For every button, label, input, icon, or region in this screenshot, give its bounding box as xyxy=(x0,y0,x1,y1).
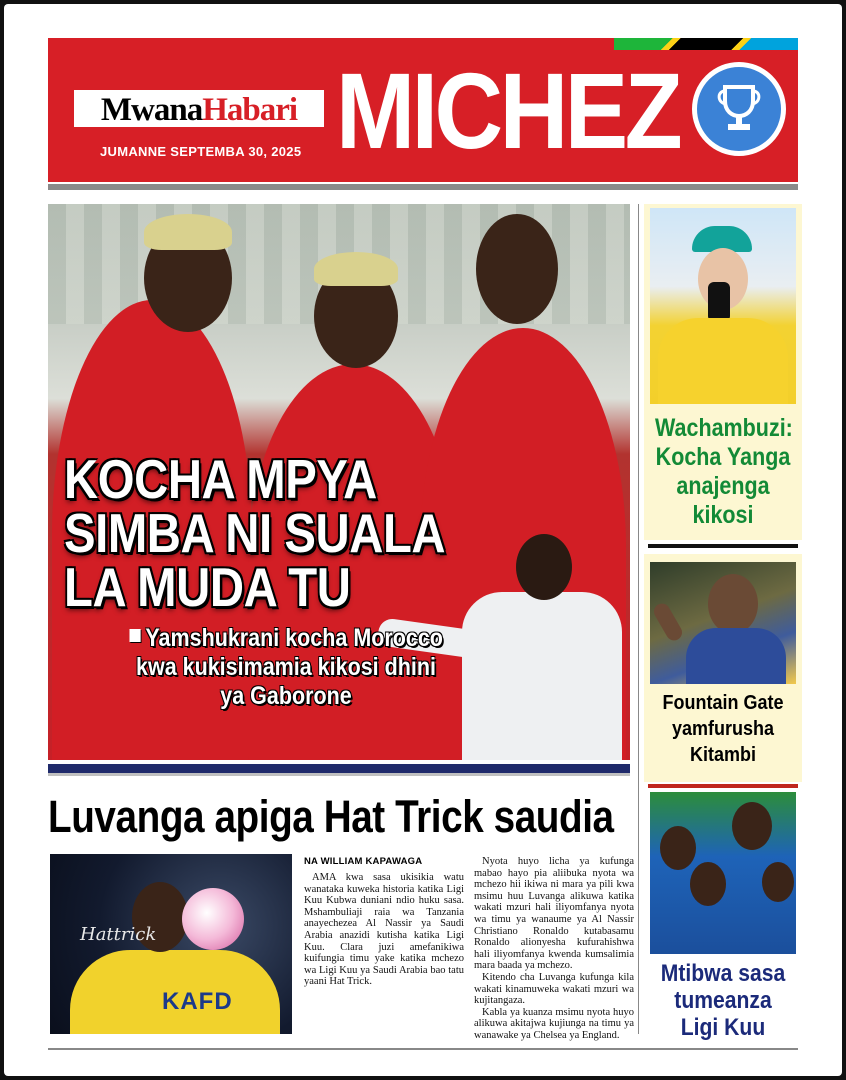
trophy-icon xyxy=(715,83,763,135)
story-byline: NA WILLIAM KAPAWAGA xyxy=(304,856,423,867)
sidebar-title-3: Mtibwa sasa tumeanza Ligi Kuu xyxy=(660,960,786,1041)
masthead-divider xyxy=(48,184,798,190)
story-headline: Luvanga apiga Hat Trick saudia xyxy=(48,791,614,842)
football xyxy=(182,888,244,950)
sidebar xyxy=(644,204,802,1041)
sidebar-divider-1 xyxy=(648,544,798,548)
photo-caption: Hattrick xyxy=(80,924,157,945)
sidebar-divider-2 xyxy=(648,784,798,788)
lead-subheadline-block xyxy=(123,624,450,711)
issue-date: JUMANNE SEPTEMBA 30, 2025 xyxy=(100,144,302,159)
footer-rule xyxy=(48,1048,798,1050)
lead-subheadline: Yamshukrani kocha Morocco kwa kukisimamia kikosi dhini ya Gaborone xyxy=(136,624,443,710)
logo-part1: Mwana xyxy=(100,92,203,128)
sidebar-title-2: Fountain Gate yamfurusha Kitambi xyxy=(662,692,784,766)
lead-headline: KOCHA MPYA SIMBA NI SUALA LA MUDA TU xyxy=(64,448,444,618)
logo-part2: Habari xyxy=(202,92,298,128)
sidebar-story-2 xyxy=(644,554,802,782)
player-hair-center xyxy=(314,252,398,286)
lead-photo xyxy=(48,204,630,760)
story-column-1 xyxy=(304,872,464,988)
story-paragraph: AMA kwa sasa ukisikia watu wanataka kuweka historia katika Ligi Kuu Kubwa duniani ndio huku sasa. Mshambuliaji raia wa Tanzania anayechezea Al Nassir ya Saudi Arabia anazidi kutisha katika Ligi Kuu. Clara juzi amefanikiwa kuifungia timu yake katika mchezo wa Ligi Kuu ya Saudi Arabia bao tatu yaani Hat Trick. xyxy=(304,872,464,988)
story-paragraph: Kitendo cha Luvanga kufunga kila wakati kinamuweka wakati mzuri wa kujitangaza. xyxy=(474,971,634,1007)
story-paragraph: Nyota huyo licha ya kufunga mabao hayo pia aliibuka nyota wa mchezo hii ikiwa ni mara ya pili kwa msimu huu Luvanga alikuwa katika wakati mzuri hali iliyomfanya nyota wa timu ya wanaume ya Al Nassir Christiano Ronaldo kutabasamu Ronaldo alionyesha kufurahishwa hali iliyomfanya kwenda kumsalimia mara baada ya mchezo. xyxy=(474,856,634,972)
sidebar-story-3 xyxy=(644,792,802,1041)
story-photo xyxy=(50,854,292,1034)
trophy-badge xyxy=(692,62,786,156)
sidebar-story-1 xyxy=(644,204,802,540)
sidebar-photo-1 xyxy=(650,208,796,404)
bullet-square-icon xyxy=(129,629,140,642)
sidebar-title-1: Wachambuzi: Kocha Yanga anajenga kikosi xyxy=(655,414,793,529)
player-head-right xyxy=(476,214,558,324)
jersey-sponsor: KAFD xyxy=(162,988,233,1015)
masthead xyxy=(48,38,798,182)
coach-head xyxy=(516,534,572,600)
section-title: MICHEZ xyxy=(336,50,680,171)
sidebar-photo-2 xyxy=(650,562,796,684)
sidebar-photo-3 xyxy=(650,792,796,954)
player-hair-left xyxy=(144,214,232,250)
lead-divider xyxy=(48,764,630,776)
coach-figure xyxy=(462,592,622,760)
story-column-2 xyxy=(474,856,634,1042)
newspaper-page xyxy=(4,4,842,1076)
column-divider xyxy=(638,204,639,1034)
story-paragraph: Kabla ya kuanza msimu nyota huyo alikuwa akitajwa kujiunga na timu ya wanawake ya Chelsea ya England. xyxy=(474,1006,634,1041)
publication-logo xyxy=(74,90,324,130)
